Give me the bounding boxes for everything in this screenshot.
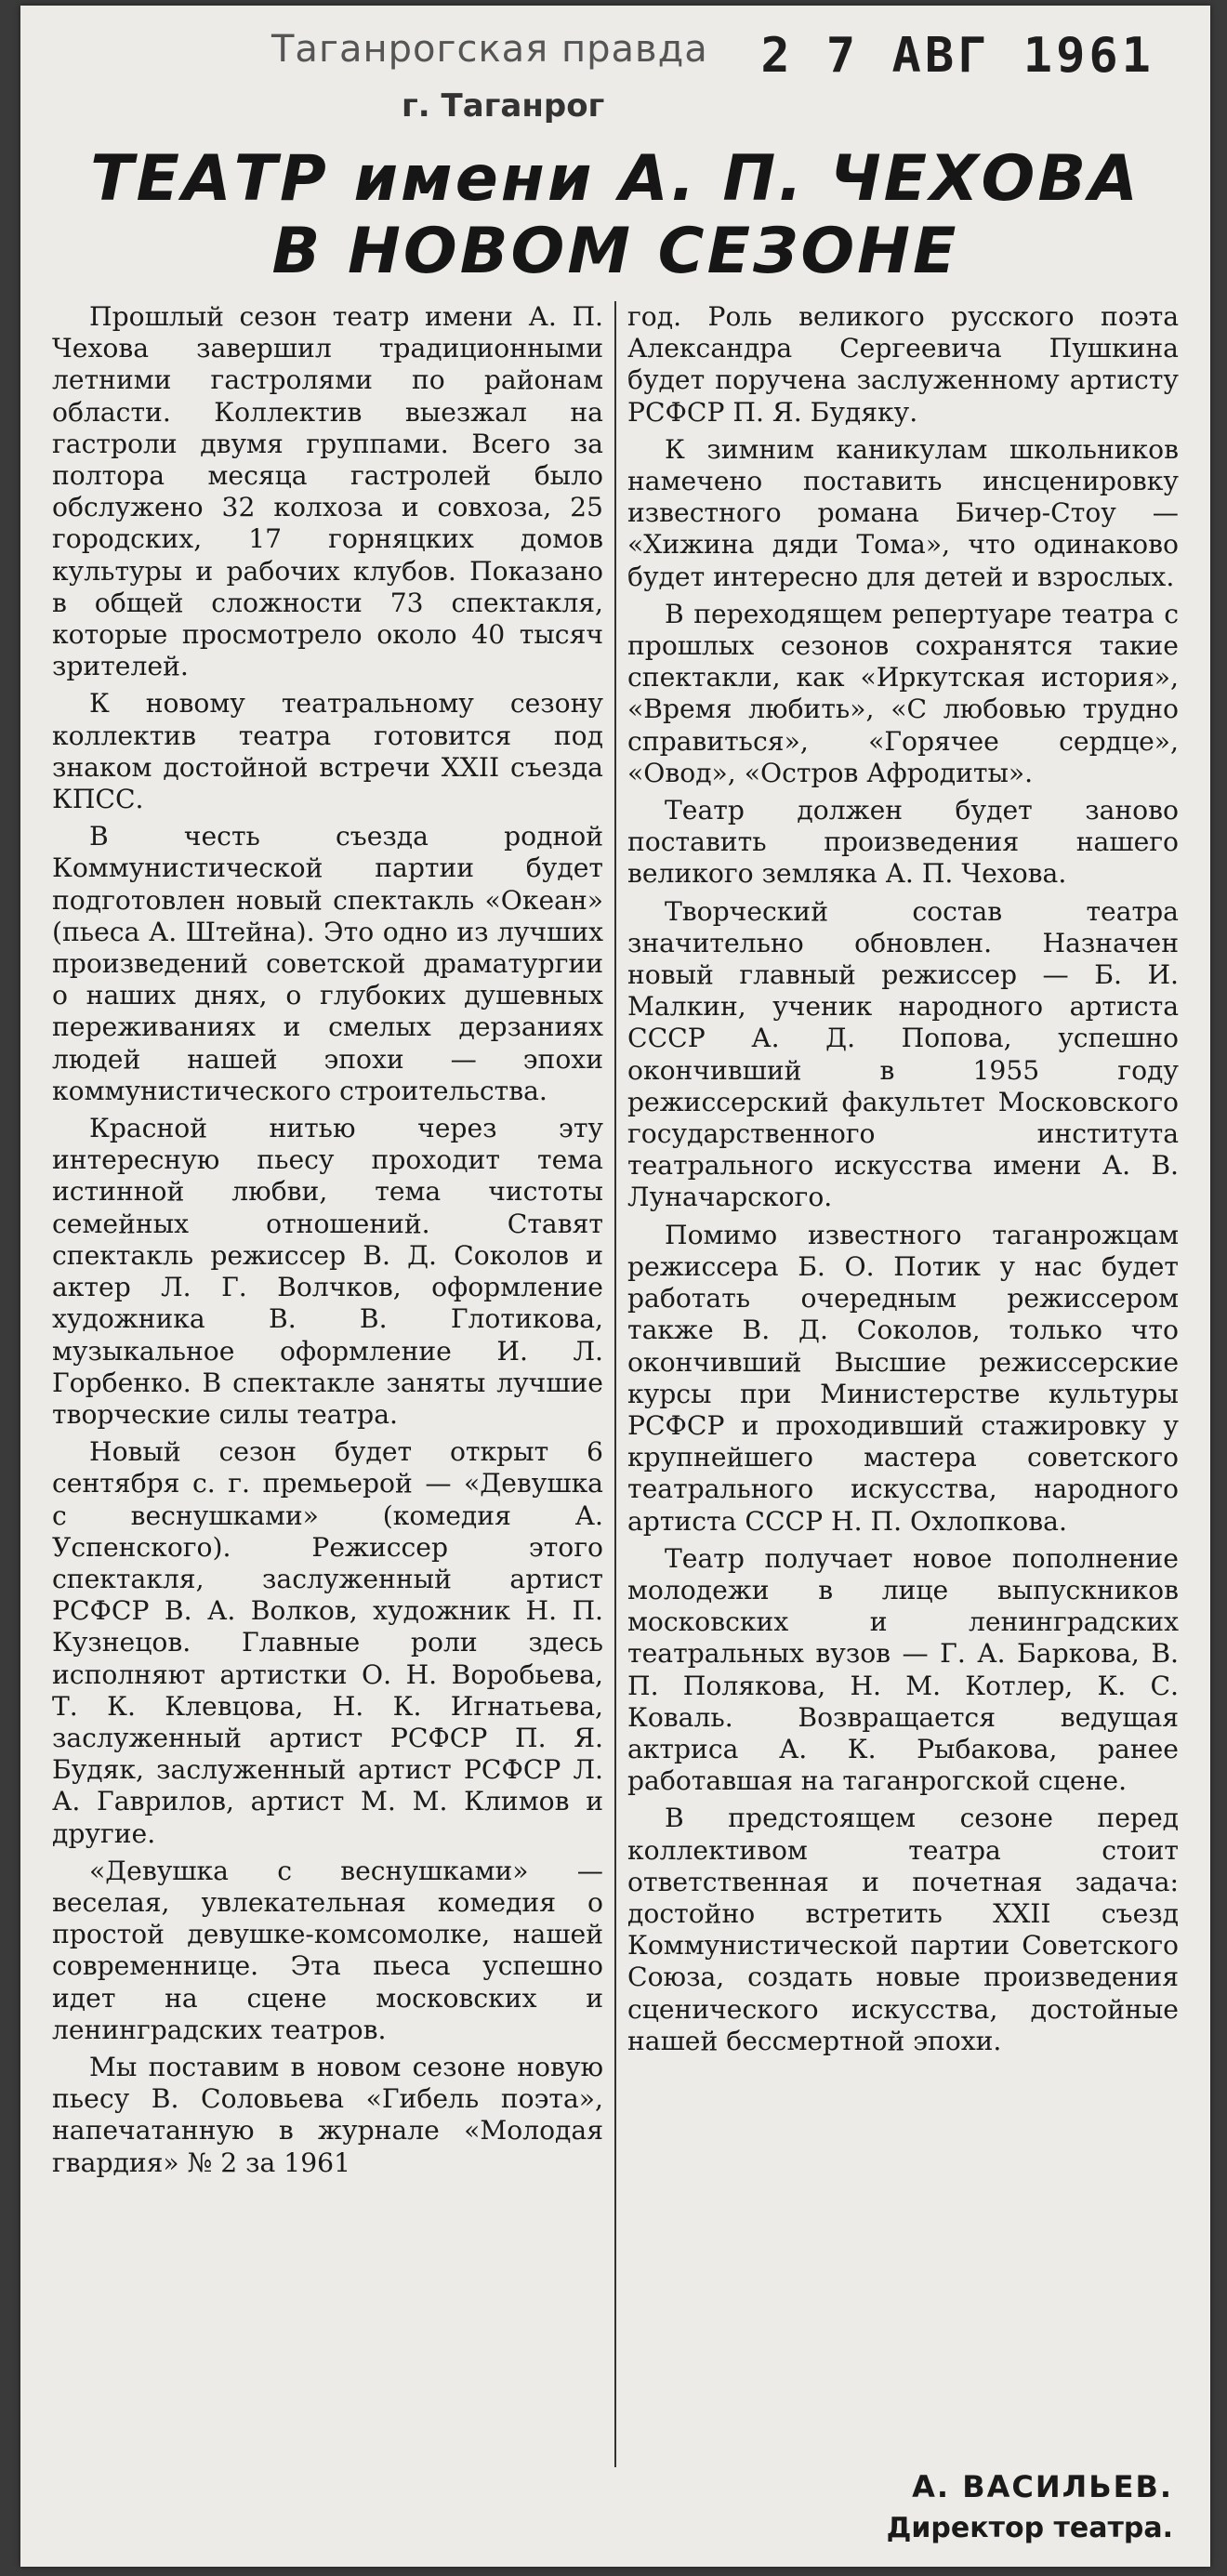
author-title: Директор театра. xyxy=(886,2512,1173,2544)
paragraph: К зимним каникулам школьников намечено поставить инсценировку известного романа Бичер-Стоу — «Хижина дяди Тома», что одинаково будет интересно для детей и взрослых. xyxy=(627,433,1179,592)
paragraph: В честь съезда родной Коммунистической партии будет подготовлен новый спектакль «Океан» (пьеса А. Штейна). Это одно из лучших произведений советской драматургии о наших днях, о глубоких душевных переживаниях и смелых дерзаниях людей нашей эпохи — эпохи коммунистического строительства. xyxy=(52,821,603,1106)
headline-line-2: В НОВОМ СЕЗОНЕ xyxy=(271,215,959,288)
stamp-date: 2 7 АВГ 1961 xyxy=(760,28,1154,84)
paragraph: Театр должен будет заново поставить произведения нашего великого земляка А. П. Чехова. xyxy=(627,795,1179,890)
author-name: А. ВАСИЛЬЕВ. xyxy=(912,2469,1173,2504)
paragraph: Новый сезон будет открыт 6 сентября с. г. премьерой — «Девушка с веснушками» (комедия А. Успенского). Режиссер этого спектакля, заслуженный артист РСФСР В. А. Волков, художник Н. П. Кузнецов. Главные роли здесь исполняют артистки О. Н. Воробьева, Т. К. Клевцова, Н. К. Игнатьева, заслуженный артист РСФСР П. Я. Будяк, заслуженный артист РСФСР Л. А. Гаврилов, артист М. М. Климов и другие. xyxy=(52,1436,603,1849)
archive-stamp xyxy=(253,19,1173,125)
author-signature xyxy=(887,2469,1173,2544)
stamp-city: г. Таганрог xyxy=(402,87,605,125)
paragraph: В переходящем репертуаре театра с прошлых сезонов сохранятся такие спектакли, как «Иркутская история», «Время любить», «С любовью трудно справиться», «Горячее сердце», «Овод», «Остров Афродиты». xyxy=(627,598,1179,788)
paragraph-continuation: год. Роль великого русского поэта Александра Сергеевича Пушкина будет поручена заслуженному артисту РСФСР П. Я. Будяку. xyxy=(627,301,1179,428)
stamp-newspaper-name: Таганрогская правда xyxy=(271,28,708,71)
paragraph: Красной нитью через эту интересную пьесу проходит тема истинной любви, тема чистоты семейных отношений. Ставят спектакль режиссер В. Д. Соколов и актер Л. Г. Волчков, оформление художника В. В. Глотикова, музыкальное оформление И. Л. Горбенко. В спектакле заняты лучшие творческие силы театра. xyxy=(52,1113,603,1430)
article-column-right xyxy=(616,301,1179,2467)
article-column-left xyxy=(52,301,616,2467)
paragraph: Помимо известного таганрожцам режиссера Б. О. Потик у нас будет работать очередным режиссером также В. Д. Соколов, только что окончивший Высшие режиссерские курсы при Министерстве культуры РСФСР и проходивший стажировку у крупнейшего мастера советского театрального искусства, народного артиста СССР Н. П. Охлопкова. xyxy=(627,1219,1179,1537)
article-body xyxy=(52,301,1179,2467)
paragraph: Творческий состав театра значительно обновлен. Назначен новый главный режиссер — Б. И. Малкин, ученик народного артиста СССР А. Д. Попова, успешно окончивший в 1955 году режиссерский факультет Московского государственного института театрального искусства имени А. В. Луначарского. xyxy=(627,895,1179,1213)
headline-line-1: ТЕАТР имени А. П. ЧЕХОВА xyxy=(90,142,1141,216)
article-headline xyxy=(20,143,1210,288)
paragraph: В предстоящем сезоне перед коллективом театра стоит ответственная и почетная задача: достойно встретить XXII съезд Коммунистической партии Советского Союза, создать новые произведения сценического искусства, достойные нашей бессмертной эпохи. xyxy=(627,1803,1179,2056)
paragraph: «Девушка с веснушками» — веселая, увлекательная комедия о простой девушке-комсомолке, нашей современнице. Эта пьеса успешно идет на сцене московских и ленинградских театров. xyxy=(52,1855,603,2045)
newspaper-clipping xyxy=(20,6,1210,2567)
paragraph: Мы поставим в новом сезоне новую пьесу В. Соловьева «Гибель поэта», напечатанную в журнале «Молодая гвардия» № 2 за 1961 xyxy=(52,2051,603,2178)
paragraph: К новому театральному сезону коллектив театра готовится под знаком достойной встречи XXII съезда КПСС. xyxy=(52,688,603,815)
paragraph: Театр получает новое пополнение молодежи в лице выпускников московских и ленинградских театральных вузов — Г. А. Баркова, В. П. Полякова, Н. М. Котлер, К. С. Коваль. Возвращается ведущая актриса А. К. Рыбакова, ранее работавшая на таганрогской сцене. xyxy=(627,1542,1179,1797)
paragraph: Прошлый сезон театр имени А. П. Чехова завершил традиционными летними гастролями по районам области. Коллектив выезжал на гастроли двумя группами. Всего за полтора месяца гастролей было обслужено 32 колхоза и совхоза, 25 городских, 17 горняцких домов культуры и рабочих клубов. Показано в общей сложности 73 спектакля, которые просмотрело около 40 тысяч зрителей. xyxy=(52,301,603,682)
